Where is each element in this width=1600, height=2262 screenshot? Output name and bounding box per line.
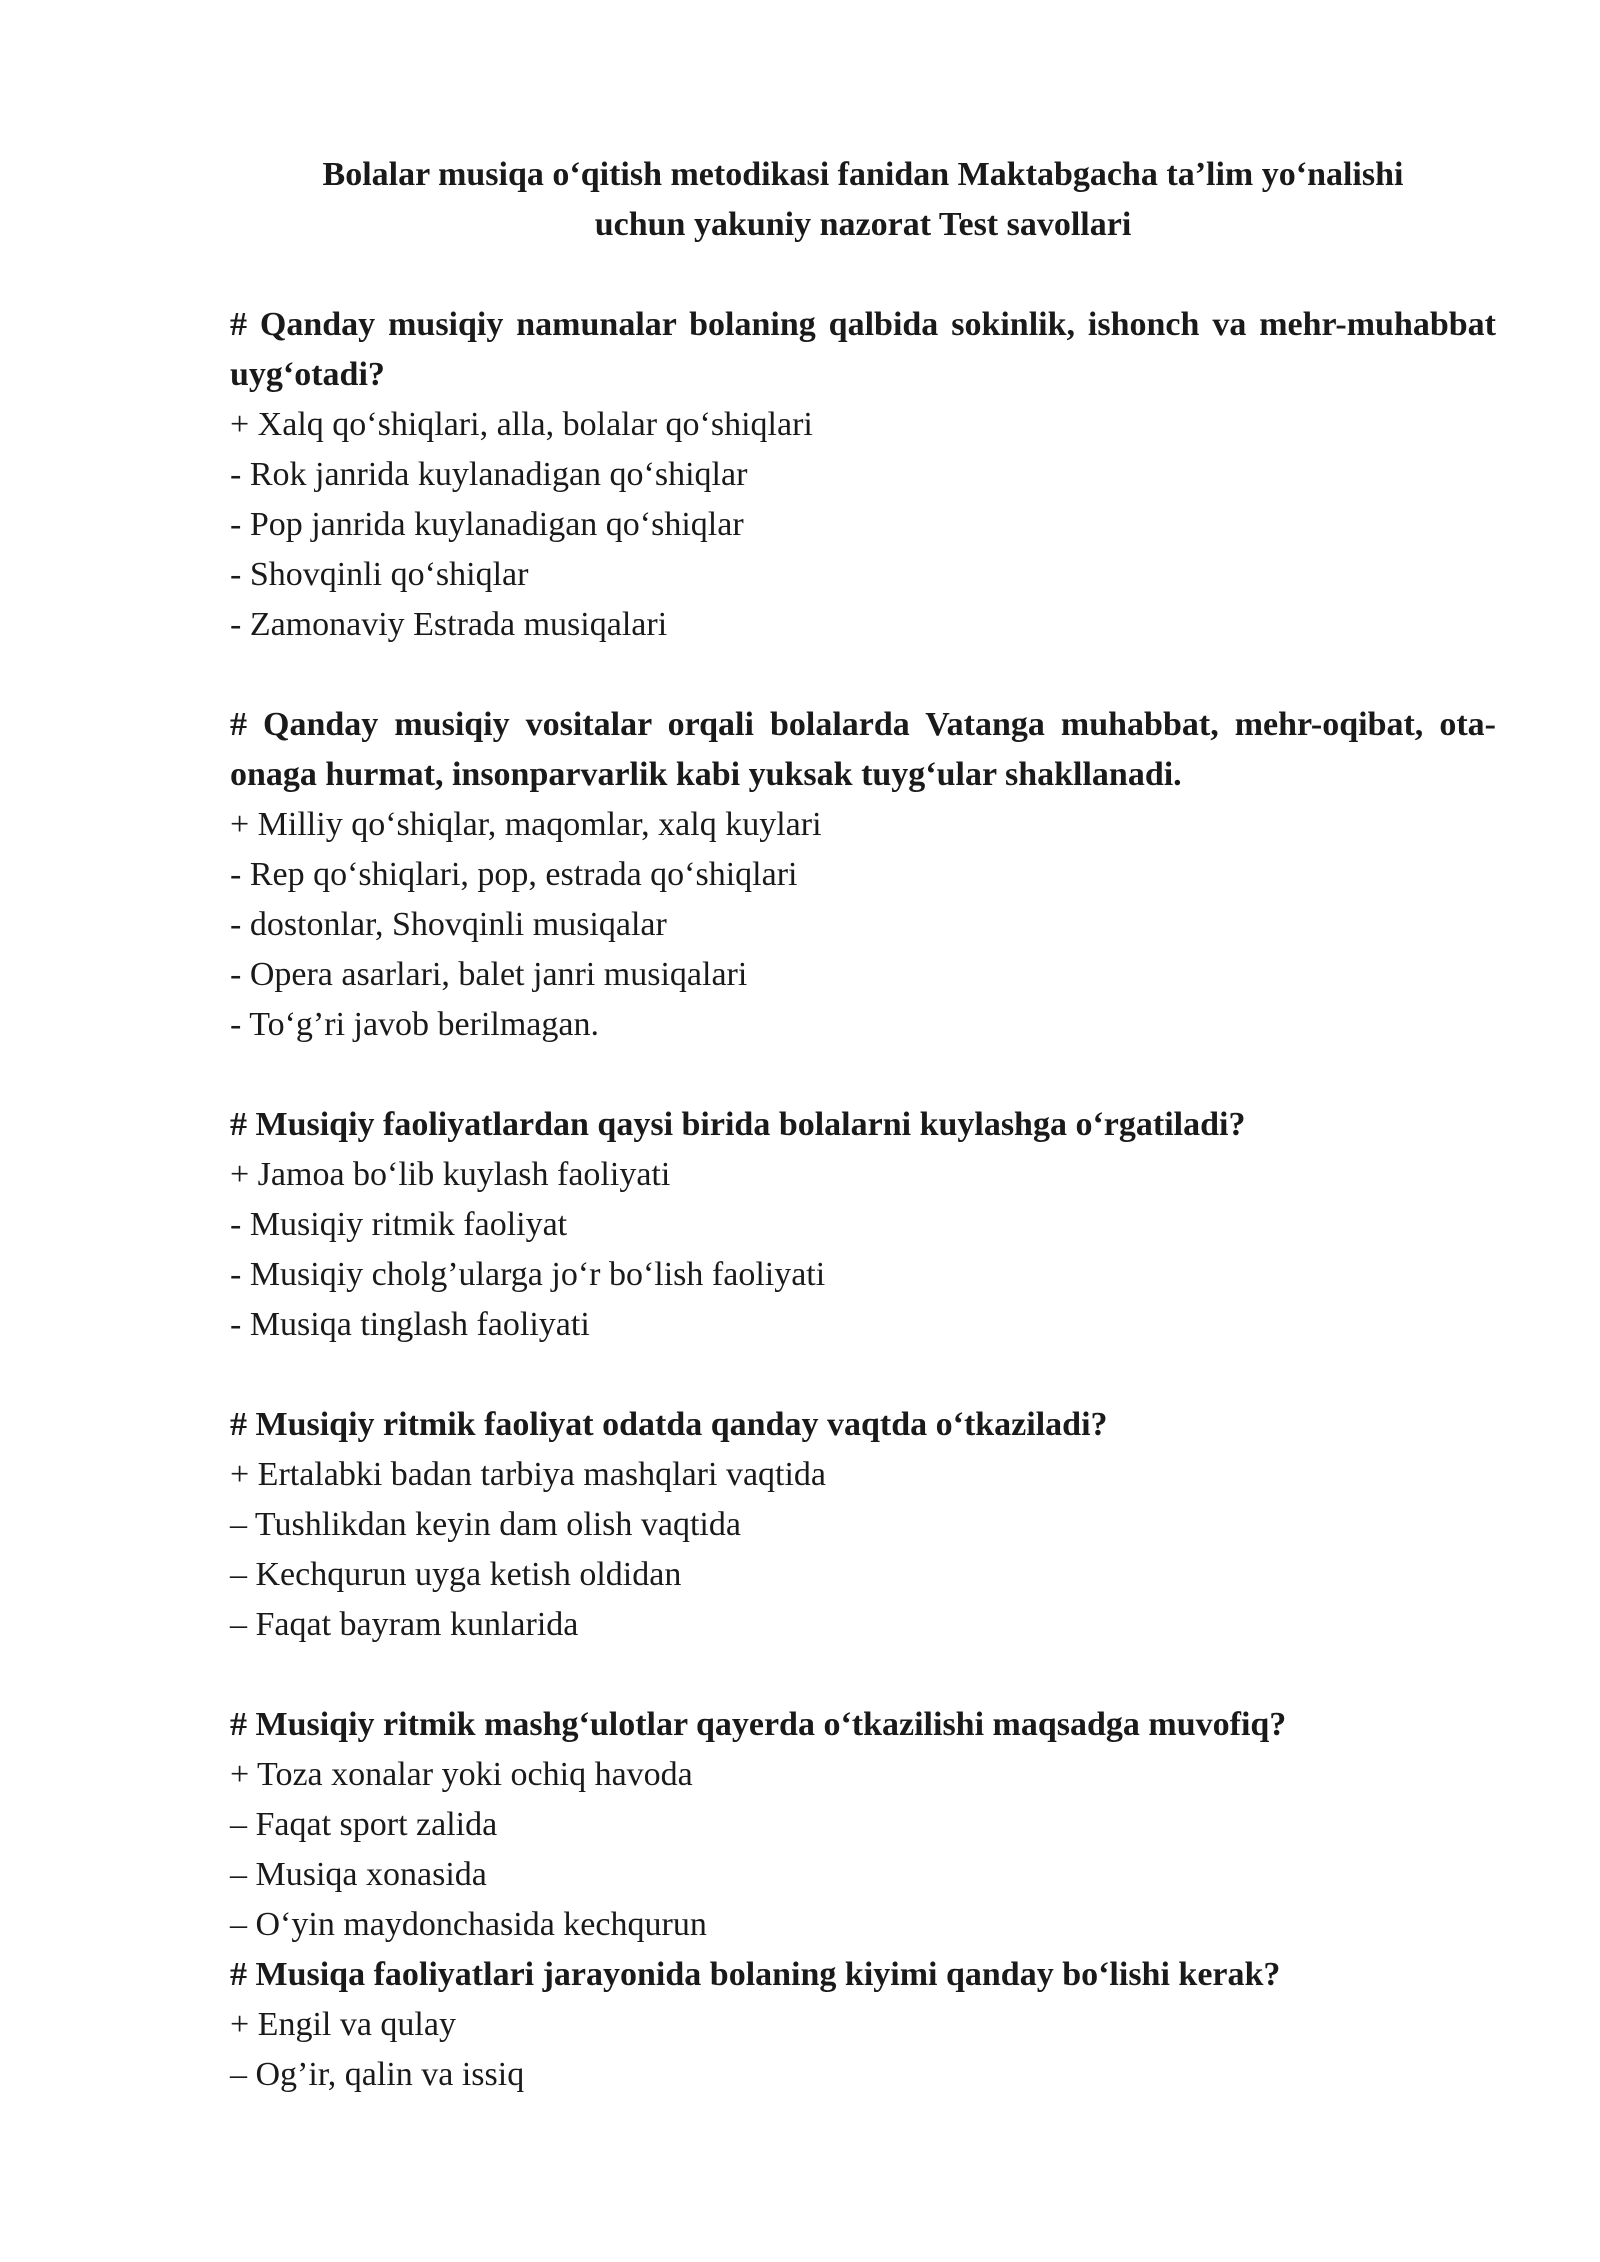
question-block-6: [230, 1950, 1496, 2100]
answer-option: - Shovqinli qo‘shiqlar: [230, 556, 529, 593]
answer-option: - Opera asarlari, balet janri musiqalari: [230, 956, 748, 993]
question-text: # Qanday musiqiy namunalar bolaning qalbida sokinlik, ishonch va mehr-muhabbat uyg‘otadi?: [230, 306, 1496, 393]
answer-option: - Musiqa tinglash faoliyati: [230, 1306, 590, 1343]
question-block-2: [230, 700, 1496, 1050]
question-text: # Qanday musiqiy vositalar orqali bolalarda Vatanga muhabbat, mehr-oqibat, ota-onaga hurmat, insonparvarlik kabi yuksak tuyg‘ular shakllanadi.: [230, 706, 1496, 793]
answer-option: - Zamonaviy Estrada musiqalari: [230, 606, 668, 643]
answer-option: - Musiqiy cholg’ularga jo‘r bo‘lish faoliyati: [230, 1256, 826, 1293]
document-page: [230, 150, 1496, 2100]
answer-option: + Ertalabki badan tarbiya mashqlari vaqtida: [230, 1456, 827, 1493]
answer-option: + Xalq qo‘shiqlari, alla, bolalar qo‘shiqlari: [230, 406, 813, 443]
answer-option: - Rok janrida kuylanadigan qo‘shiqlar: [230, 456, 748, 493]
answer-option: - Rep qo‘shiqlari, pop, estrada qo‘shiqlari: [230, 856, 798, 893]
answer-option: – Musiqa xonasida: [230, 1856, 487, 1893]
question-block-1: [230, 300, 1496, 650]
question-text: # Musiqiy ritmik mashg‘ulotlar qayerda o‘tkazilishi maqsadga muvofiq?: [230, 1706, 1287, 1743]
title-line-2: uchun yakuniy nazorat Test savollari: [594, 206, 1132, 243]
answer-option: + Jamoa bo‘lib kuylash faoliyati: [230, 1156, 671, 1193]
answer-option: – Og’ir, qalin va issiq: [230, 2056, 525, 2093]
answer-option: + Toza xonalar yoki ochiq havoda: [230, 1756, 693, 1793]
document-title: [230, 150, 1496, 250]
answer-option: + Engil va qulay: [230, 2006, 456, 2043]
answer-option: + Milliy qo‘shiqlar, maqomlar, xalq kuylari: [230, 806, 822, 843]
title-line-1: Bolalar musiqa o‘qitish metodikasi fanidan Maktabgacha ta’lim yo‘nalishi: [322, 156, 1404, 193]
answer-option: – O‘yin maydonchasida kechqurun: [230, 1906, 707, 1943]
answer-option: - To‘g’ri javob berilmagan.: [230, 1006, 599, 1043]
answer-option: - Pop janrida kuylanadigan qo‘shiqlar: [230, 506, 744, 543]
answer-option: - Musiqiy ritmik faoliyat: [230, 1206, 568, 1243]
question-text: # Musiqa faoliyatlari jarayonida bolaning kiyimi qanday bo‘lishi kerak?: [230, 1956, 1281, 1993]
question-text: # Musiqiy faoliyatlardan qaysi birida bolalarni kuylashga o‘rgatiladi?: [230, 1106, 1246, 1143]
answer-option: - dostonlar, Shovqinli musiqalar: [230, 906, 667, 943]
answer-option: – Kechqurun uyga ketish oldidan: [230, 1556, 682, 1593]
question-block-5: [230, 1700, 1496, 1950]
question-text: # Musiqiy ritmik faoliyat odatda qanday vaqtda o‘tkaziladi?: [230, 1406, 1108, 1443]
answer-option: – Faqat bayram kunlarida: [230, 1606, 579, 1643]
answer-option: – Faqat sport zalida: [230, 1806, 498, 1843]
question-block-4: [230, 1400, 1496, 1650]
question-block-3: [230, 1100, 1496, 1350]
answer-option: – Tushlikdan keyin dam olish vaqtida: [230, 1506, 741, 1543]
